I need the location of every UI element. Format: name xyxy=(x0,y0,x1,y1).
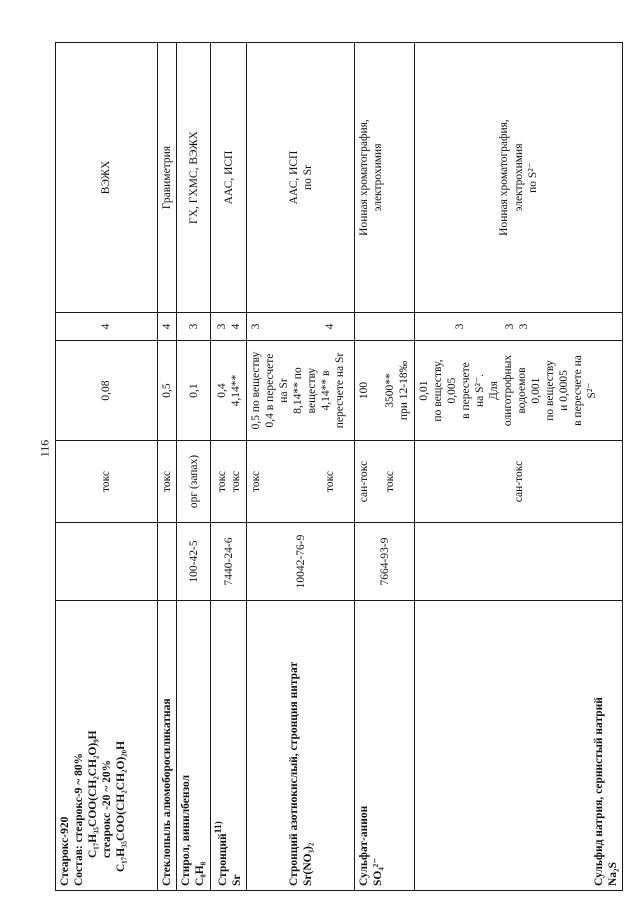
method-line: по S²⁻ xyxy=(526,162,539,193)
lpv-line: токс xyxy=(324,470,337,493)
substance-name-cell xyxy=(211,601,247,891)
lpv-cell: токс xyxy=(158,441,177,523)
method-line: электрохимия xyxy=(372,143,385,212)
substance-name: Сульфат-анион xyxy=(358,805,371,886)
cas-cell xyxy=(158,523,177,601)
class-line: 4 xyxy=(229,323,242,330)
table-row xyxy=(211,43,247,891)
substances-table-sheet xyxy=(55,43,623,891)
value-line: 0,005 xyxy=(446,377,459,404)
method-cell xyxy=(355,43,415,313)
class-cell: 4 xyxy=(56,313,158,341)
lpv-cell: токс xyxy=(56,441,158,523)
lpv-line: сан-токс xyxy=(358,460,371,503)
substance-name: Сульфид натрия, сернистый натрий xyxy=(592,697,605,886)
class-cell: 4 xyxy=(158,313,177,341)
substance-name: Стирол, винилбензол xyxy=(180,774,193,886)
value-line: S²⁻ xyxy=(586,382,599,399)
substance-name-cell xyxy=(177,601,211,891)
cas-cell: 100-42-5 xyxy=(177,523,211,601)
cas-cell: 10042-76-9 xyxy=(247,523,355,601)
lpv-cell: орг (запах) xyxy=(177,441,211,523)
lpv-cell: сан-токс xyxy=(415,441,623,523)
substance-formula: Na₂S xyxy=(606,862,619,886)
class-cell xyxy=(211,313,247,341)
lpv-cell xyxy=(211,441,247,523)
class-cell xyxy=(415,313,623,341)
method-line: Ионная хроматография, xyxy=(498,119,511,236)
cas-cell xyxy=(415,523,623,601)
value-line: водоемов xyxy=(516,367,529,414)
value-cell: 0,08 xyxy=(56,341,158,441)
substance-name-cell xyxy=(56,601,158,891)
lpv-line: токс xyxy=(229,470,242,493)
value-line: на S²⁻. xyxy=(474,374,487,407)
value-line: при 12-18‰ xyxy=(398,360,411,421)
value-line: пересчете на Sr xyxy=(334,352,347,429)
value-cell: 0,5 xyxy=(158,341,177,441)
substances-table xyxy=(55,42,623,891)
composition-line: C₁₇H₃₅COO(CH₂CH₂O)₂₀H xyxy=(115,740,128,872)
table-row xyxy=(177,43,211,891)
class-line: 3 xyxy=(454,323,467,330)
method-cell: ААС, ИСП xyxy=(211,43,247,313)
value-line: 0,001 xyxy=(530,377,543,404)
lpv-line: токс xyxy=(384,470,397,493)
substance-name: Стеклопыль алюмоборосиликатная xyxy=(158,601,177,891)
substance-name-cell xyxy=(355,601,415,891)
class-line: 3 xyxy=(250,323,263,330)
value-line: и 0,0005 xyxy=(558,370,571,411)
value-line: олиготрофных xyxy=(502,354,515,427)
class-line: 3 xyxy=(504,323,517,330)
cas-cell: 7440-24-6 xyxy=(211,523,247,601)
table-row xyxy=(415,43,623,891)
class-cell xyxy=(355,313,415,341)
composition-line: C₁₇H₃₅COO(CH₂CH₂O)₉H xyxy=(87,730,100,858)
class-cell xyxy=(247,313,355,341)
value-line: на Sr xyxy=(278,378,291,403)
value-line: 8,14** по xyxy=(292,367,305,414)
lpv-cell xyxy=(355,441,415,523)
table-row xyxy=(56,43,158,891)
method-line: ААС, ИСП xyxy=(287,150,300,205)
value-cell: 0,1 xyxy=(177,341,211,441)
substance-formula: SO₄²⁻ xyxy=(372,857,385,886)
method-line: электрохимия xyxy=(512,143,525,212)
value-line: в пересчете xyxy=(460,362,473,419)
value-cell xyxy=(247,341,355,441)
value-cell xyxy=(415,341,623,441)
value-line: 3500** xyxy=(384,373,397,408)
composition-line: стеарокс-9 ~ 80% xyxy=(73,752,86,843)
class-line: 3 xyxy=(215,323,228,330)
value-line: веществу xyxy=(306,367,319,414)
method-cell: ГХ, ГХМС, ВЭЖХ xyxy=(177,43,211,313)
table-row xyxy=(158,43,177,891)
substance-name: Стеарокс-920 xyxy=(59,816,71,886)
table-row xyxy=(355,43,415,891)
lpv-cell xyxy=(247,441,355,523)
substance-formula: Sr xyxy=(230,874,243,886)
substance-name-cell xyxy=(247,601,355,891)
substance-formula: C₈H₈ xyxy=(194,861,207,886)
value-line: 0,5 по веществу xyxy=(250,351,263,430)
class-cell: 3 xyxy=(177,313,211,341)
method-cell xyxy=(247,43,355,313)
footnote-mark: 11) xyxy=(213,821,225,834)
lpv-line: токс xyxy=(215,470,228,493)
value-cell xyxy=(355,341,415,441)
value-line: по веществу, xyxy=(432,359,445,422)
value-line: 0,4 в пересчете xyxy=(264,353,277,428)
value-line: Для xyxy=(488,381,501,400)
value-line: в пересчете на xyxy=(572,355,585,426)
substance-name: Стронций азотнокислый, стронция нитрат xyxy=(287,661,300,886)
cas-cell: 7664-93-9 xyxy=(355,523,415,601)
class-line: 4 xyxy=(324,323,337,330)
method-cell xyxy=(415,43,623,313)
method-line: по Sr xyxy=(301,165,314,191)
value-line: по веществу xyxy=(544,360,557,421)
value-line: 0,01 xyxy=(418,380,431,401)
page-number: 116 xyxy=(37,439,52,458)
substance-name-cell xyxy=(415,601,623,891)
value-cell xyxy=(211,341,247,441)
value-line: 0,4 xyxy=(215,383,228,398)
cas-cell xyxy=(56,523,158,601)
substance-name: Стронций xyxy=(216,833,229,886)
table-row xyxy=(247,43,355,891)
value-line: 4,14** xyxy=(229,374,242,407)
composition-label: Состав: xyxy=(73,845,86,886)
value-line: 100 xyxy=(358,381,371,400)
class-line: 3 xyxy=(518,323,531,330)
lpv-line: токс xyxy=(250,470,263,493)
substance-formula: Sr(NO₃)₂ xyxy=(301,842,314,886)
method-line: Ионная хроматография, xyxy=(358,119,371,236)
composition-line: стеарокс -20 ~ 20% xyxy=(101,759,114,858)
value-line: 4,14** в xyxy=(320,370,333,411)
method-cell: Гравиметрия xyxy=(158,43,177,313)
method-cell: ВЭЖХ xyxy=(56,43,158,313)
